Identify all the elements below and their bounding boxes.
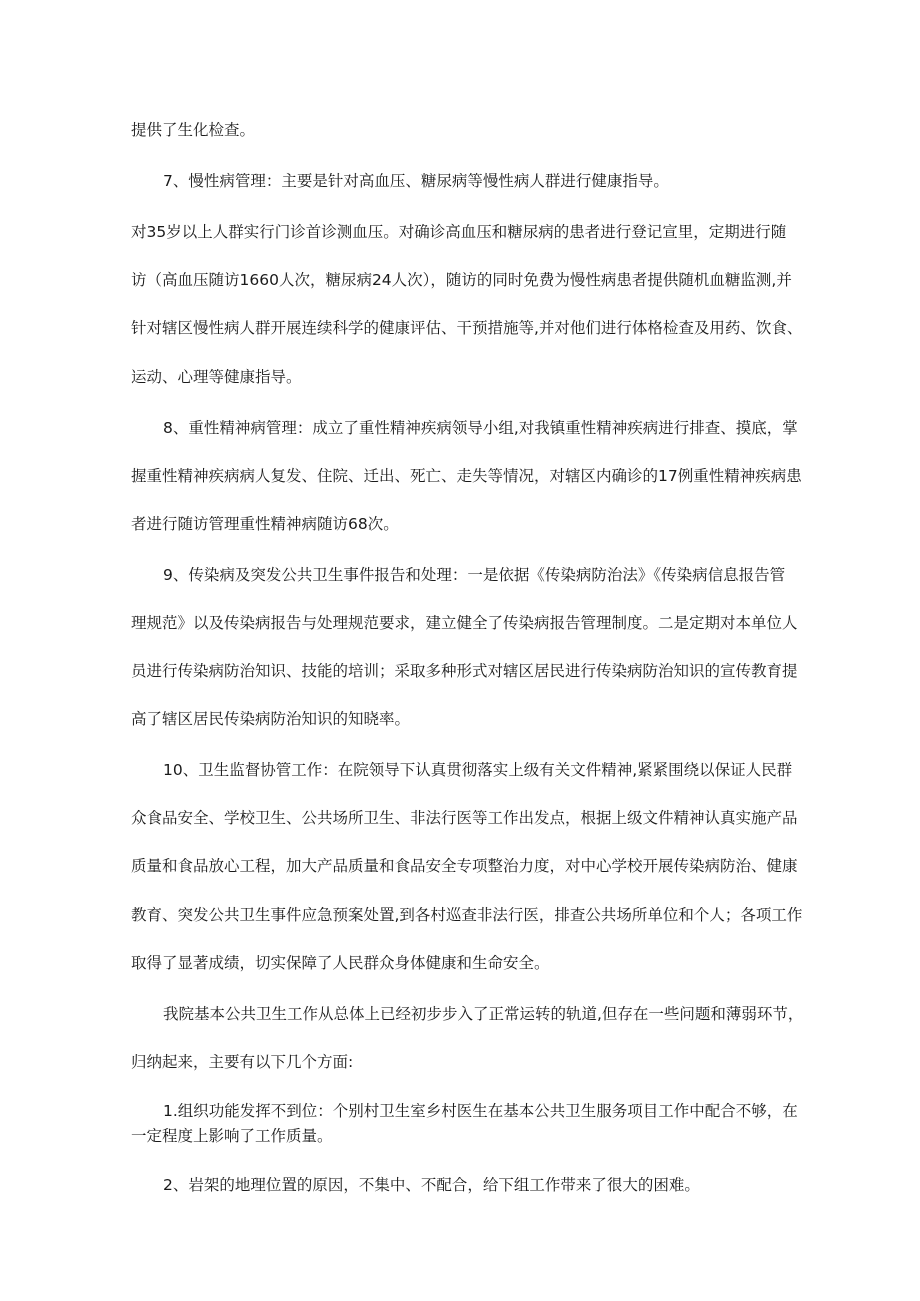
text-line: 我院基本公共卫生工作从总体上已经初步步入了正常运转的轨道,但存在一些问题和薄弱环节， [163, 1005, 804, 1023]
text-line: 访（高血压随访1660人次，糖尿病24人次），随访的同时免费为慢性病患者提供随机血糖监测,并 [131, 271, 792, 289]
text-line: 2、岩架的地理位置的原因，不集中、不配合，给下组工作带来了很大的困难。 [163, 1176, 700, 1194]
text-line: 高了辖区居民传染病防治知识的知晓率。 [131, 710, 411, 728]
text-line: 握重性精神疾病病人复发、住院、迁出、死亡、走失等情况，对辖区内确诊的17例重性精神疾病患 [131, 467, 802, 485]
text-line: 者进行随访管理重性精神病随访68次。 [131, 515, 399, 533]
text-line: 归纳起来，主要有以下几个方面: [131, 1053, 354, 1071]
text-line: 针对辖区慢性病人群开展连续科学的健康评估、干预措施等,并对他们进行体格检查及用药、饮食、 [131, 319, 803, 337]
text-line: 对35岁以上人群实行门诊首诊测血压。对确诊高血压和糖尿病的患者进行登记宣里，定期进行随 [131, 223, 787, 241]
text-line: 8、重性精神病管理：成立了重性精神疾病领导小组,对我镇重性精神疾病进行排查、摸底，掌 [163, 419, 798, 437]
text-line: 运动、心理等健康指导。 [131, 368, 302, 386]
text-line: 质量和食品放心工程，加大产品质量和食品安全专项整治力度，对中心学校开展传染病防治、健康 [131, 857, 798, 875]
text-line: 员进行传染病防治知识、技能的培训；采取多种形式对辖区居民进行传染病防治知识的宣传教育提 [131, 662, 798, 680]
text-line: 理规范》以及传染病报告与处理规范要求，建立健全了传染病报告管理制度。二是定期对本单位人 [131, 614, 798, 632]
text-line: 10、卫生监督协管工作：在院领导下认真贯彻落实上级有关文件精神,紧紧围绕以保证人民群 [163, 761, 793, 779]
text-line: 7、慢性病管理：主要是针对高血压、糖尿病等慢性病人群进行健康指导。 [163, 172, 669, 190]
text-line: 取得了显著成绩，切实保障了人民群众身体健康和生命安全。 [131, 954, 550, 972]
text-line: 1.组织功能发挥不到位：个别村卫生室乡村医生在基本公共卫生服务项目工作中配合不够，在 [163, 1102, 798, 1120]
text-line: 众食品安全、学校卫生、公共场所卫生、非法行医等工作出发点，根据上级文件精神认真实施产品 [131, 809, 798, 827]
text-line: 提供了生化检查。 [131, 121, 256, 139]
text-line: 9、传染病及突发公共卫生事件报告和处理：一是依据《传染病防治法》《传染病信息报告管 [163, 566, 786, 584]
text-line: 一定程度上影响了工作质量。 [131, 1127, 333, 1145]
text-line: 教育、突发公共卫生事件应急预案处置,到各村巡查非法行医，排查公共场所单位和个人；各项工作 [131, 906, 803, 924]
